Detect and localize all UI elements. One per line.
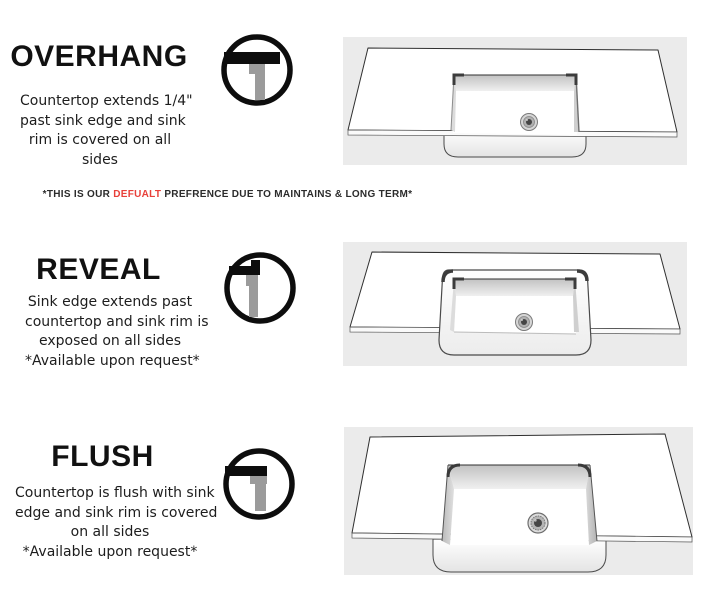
overhang-description bbox=[20, 92, 193, 170]
reveal-illustration bbox=[343, 242, 687, 366]
overhang-cross-section-icon bbox=[220, 33, 294, 107]
note-text: *THIS IS OUR bbox=[42, 189, 114, 200]
description-line: rim is covered on all bbox=[28, 132, 172, 148]
overhang-title: OVERHANG bbox=[10, 40, 188, 73]
description-line: *Available upon request* bbox=[25, 352, 200, 369]
description-line: past sink edge and sink bbox=[20, 112, 186, 129]
description-line: countertop and sink rim is bbox=[25, 313, 209, 330]
description-line: Sink edge extends past bbox=[27, 294, 193, 310]
reveal-description bbox=[25, 293, 209, 371]
flush-cross-section-icon bbox=[222, 447, 296, 521]
overhang-illustration bbox=[343, 37, 687, 165]
reveal-title: REVEAL bbox=[36, 253, 161, 286]
description-line: Countertop is flush with sink bbox=[15, 485, 215, 501]
description-line: on all sides bbox=[70, 524, 150, 540]
default-preference-note bbox=[30, 189, 425, 200]
description-line: edge and sink rim is covered bbox=[15, 504, 218, 521]
flush-title: FLUSH bbox=[51, 440, 154, 473]
description-line: sides bbox=[82, 151, 118, 168]
description-line: exposed on all sides bbox=[38, 333, 182, 349]
flush-description bbox=[15, 484, 218, 562]
flush-illustration bbox=[344, 427, 693, 575]
note-text: PREFRENCE DUE TO MAINTAINS & LONG TERM* bbox=[161, 189, 413, 200]
description-line: Countertop extends 1/4" bbox=[20, 93, 193, 109]
description-line: *Available upon request* bbox=[22, 543, 198, 560]
reveal-cross-section-icon bbox=[223, 251, 297, 325]
note-highlight: DEFUALT bbox=[113, 189, 162, 200]
